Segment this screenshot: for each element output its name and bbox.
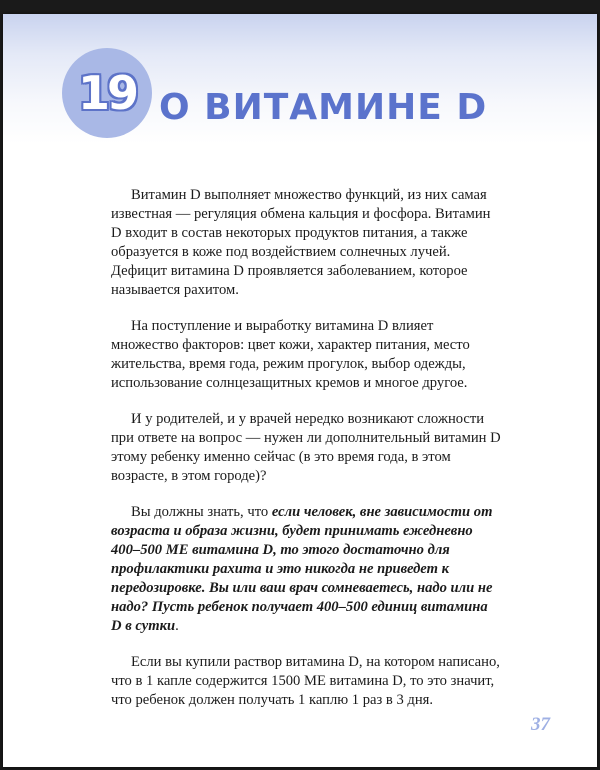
emphasized-text: если человек, вне зависимости от возраста и образа жизни, будет принимать ежедневно 400–500 МЕ витамина D, то этого достаточно для профилактики рахита и это никогда не приведет к передозировке. Вы или ваш врач сомневаетесь, надо или не надо? Пусть ребенок получает 400–500 единиц витамина D в сутки: [111, 504, 493, 634]
chapter-number-badge: [62, 48, 152, 138]
paragraph-tail: .: [175, 618, 179, 634]
chapter-title: О ВИТАМИНЕ D: [159, 87, 488, 128]
paragraph: Если вы купили раствор витамина D, на котором написано, что в 1 капле содержится 1500 МЕ витамина D, то это значит, что ребенок должен получать 1 каплю 1 раз в 3 дня.: [111, 654, 500, 708]
paragraph-lead: Вы должны знать, что: [131, 504, 272, 520]
book-page: [3, 14, 597, 767]
paragraph-emphasis: [111, 503, 501, 636]
paragraph: И у родителей, и у врачей нередко возникают сложности при ответе на вопрос — нужен ли дополнительный витамин D этому ребенку именно сейчас (в это время года, в этом возрасте, в этом городе)?: [111, 411, 501, 484]
chapter-number: 19: [77, 66, 136, 120]
page-number: 37: [531, 714, 550, 735]
paragraph: Витамин D выполняет множество функций, из них самая известная — регуляция обмена кальция и фосфора. Витамин D входит в состав некоторых продуктов питания, а также образуется в коже под воздействием солнечных лучей. Дефицит витамина D проявляется заболеванием, которое называется рахитом.: [111, 187, 491, 298]
article-body: [111, 186, 501, 727]
paragraph: На поступление и выработку витамина D влияет множество факторов: цвет кожи, характер питания, место жительства, время года, режим прогулок, выбор одежды, использование солнцезащитных кремов и многое другое.: [111, 318, 470, 391]
